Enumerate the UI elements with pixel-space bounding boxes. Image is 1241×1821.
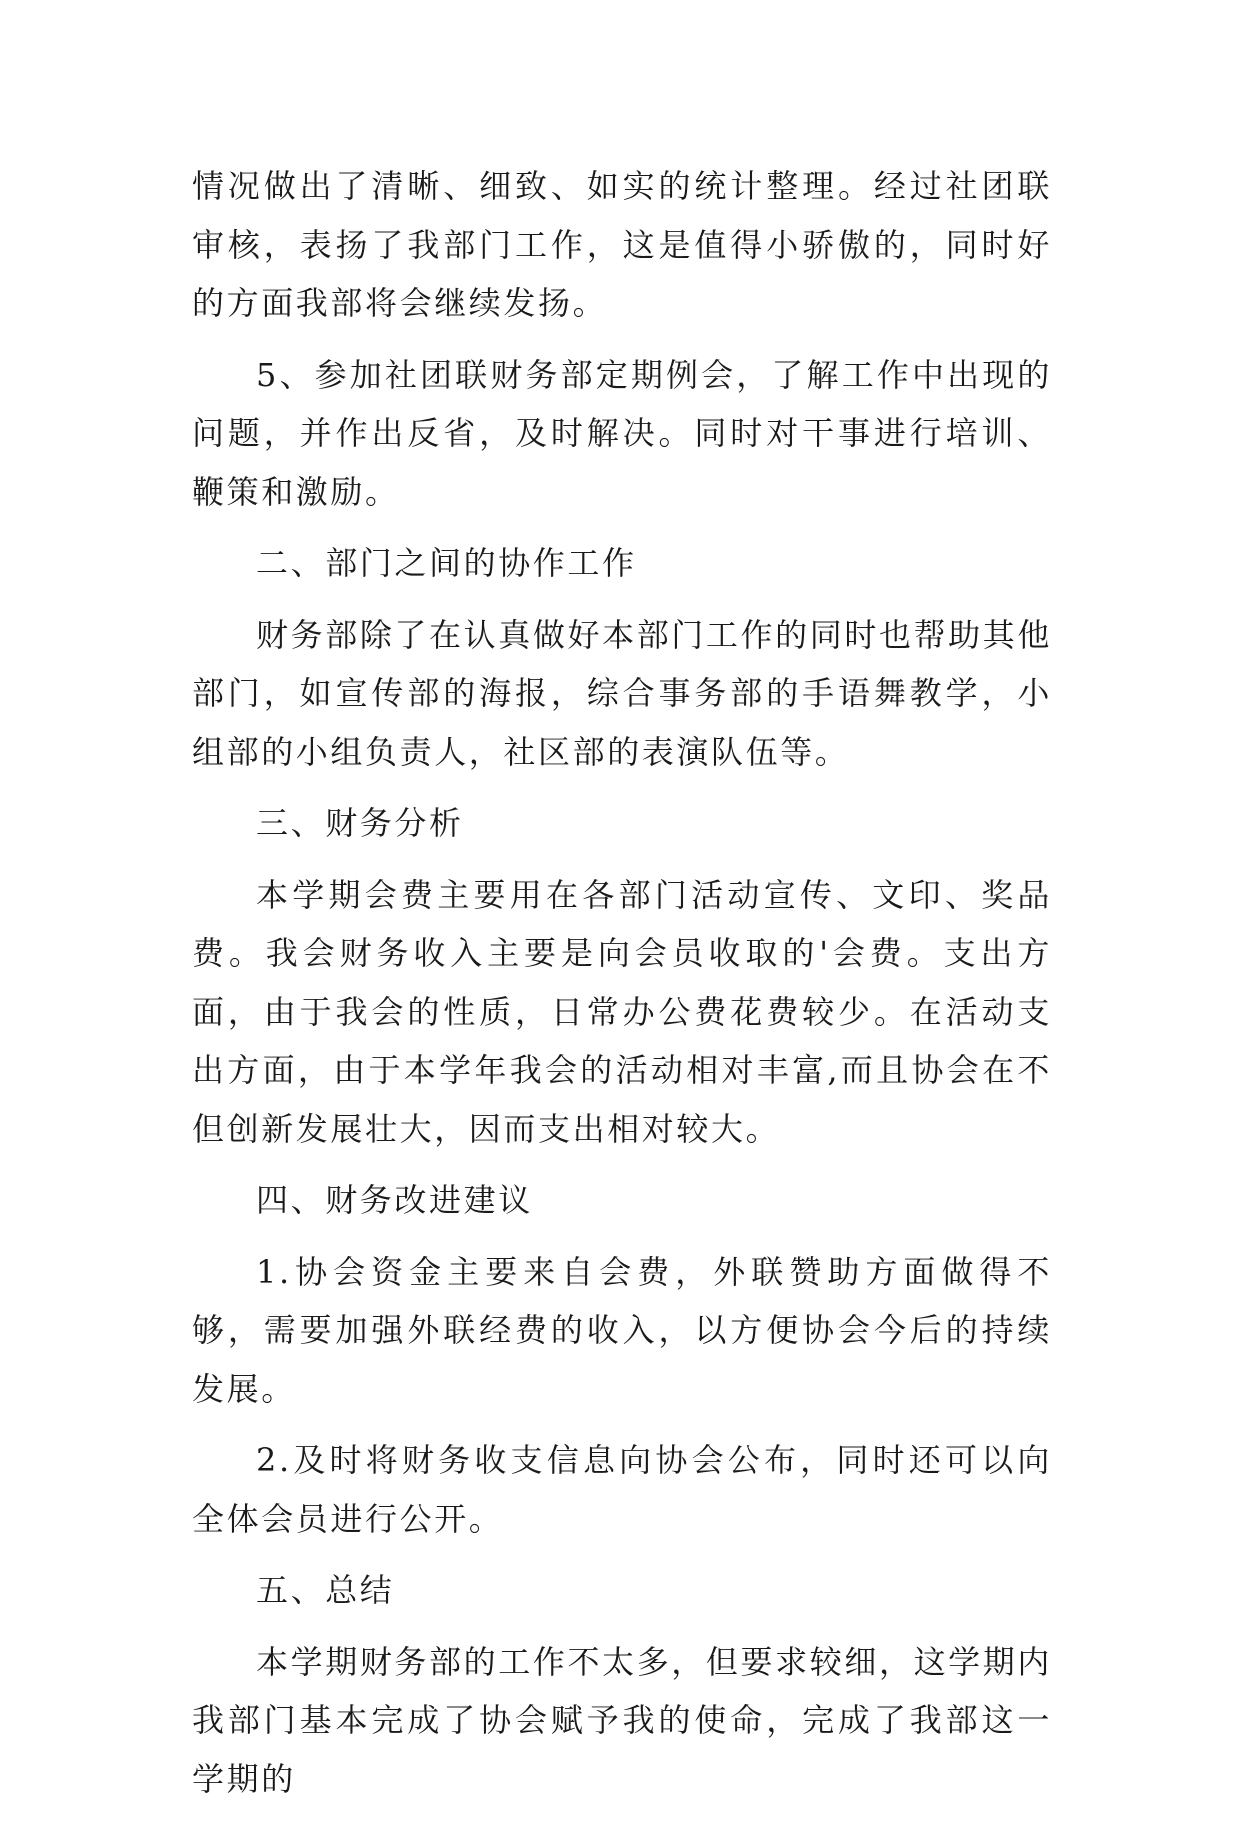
paragraph-collaboration: 财务部除了在认真做好本部门工作的同时也帮助其他部门，如宣传部的海报，综合事务部的手语舞教学，小组部的小组负责人，社区部的表演队伍等。 — [192, 615, 1052, 771]
paragraph-financial-analysis: 本学期会费主要用在各部门活动宣传、文印、奖品费。我会财务收入主要是向会员收取的'会费。支出方面，由于我会的性质，日常办公费花费较少。在活动支出方面，由于本学年我会的活动相对丰富,而且协会在不但创新发展壮大，因而支出相对较大。 — [192, 875, 1052, 1148]
document-page — [192, 157, 1052, 1821]
section-heading-improvement: 四、财务改进建议 — [256, 1181, 533, 1219]
paragraph-suggestion-1: 1.协会资金主要来自会费，外联赞助方面做得不够，需要加强外联经费的收入，以方便协会今后的持续发展。 — [192, 1252, 1052, 1408]
paragraph-summary: 本学期财务部的工作不太多，但要求较细，这学期内我部门基本完成了协会赋予我的使命，完成了我部这一学期的 — [192, 1642, 1052, 1798]
paragraph-suggestion-2: 2.及时将财务收支信息向协会公布，同时还可以向全体会员进行公开。 — [192, 1441, 1052, 1538]
paragraph-statistics-praise: 情况做出了清晰、细致、如实的统计整理。经过社团联审核，表扬了我部门工作，这是值得小骄傲的，同时好的方面我部将会继续发扬。 — [192, 167, 1052, 322]
section-heading-summary: 五、总结 — [256, 1571, 395, 1609]
section-heading-collaboration: 二、部门之间的协作工作 — [256, 544, 637, 582]
section-heading-financial-analysis: 三、财务分析 — [256, 804, 464, 842]
paragraph-item-5-meetings: 5、参加社团联财务部定期例会，了解工作中出现的问题，并作出反省，及时解决。同时对干事进行培训、鞭策和激励。 — [192, 355, 1052, 511]
